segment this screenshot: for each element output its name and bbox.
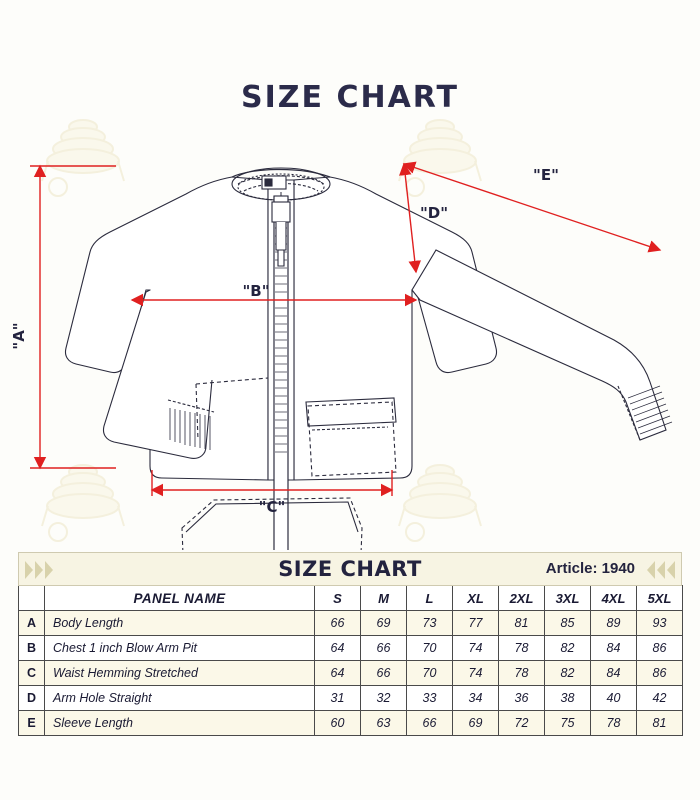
cell-5xl: 86 (637, 661, 683, 686)
cell-2xl: 78 (499, 661, 545, 686)
cell-m: 66 (361, 661, 407, 686)
col-size-l: L (407, 586, 453, 611)
cell-s: 64 (315, 661, 361, 686)
cell-m: 32 (361, 686, 407, 711)
table-row (19, 711, 683, 736)
chevron-right-decor (647, 553, 675, 587)
cell-xl: 74 (453, 636, 499, 661)
cell-l: 66 (407, 711, 453, 736)
cell-5xl: 81 (637, 711, 683, 736)
row-panel-name: Arm Hole Straight (45, 686, 315, 711)
table-row (19, 686, 683, 711)
col-size-s: S (315, 586, 361, 611)
cell-s: 64 (315, 636, 361, 661)
page-title: SIZE CHART (240, 80, 460, 115)
cell-5xl: 86 (637, 636, 683, 661)
col-size-4xl: 4XL (591, 586, 637, 611)
size-table (18, 585, 683, 736)
measure-label-a: "A" (10, 322, 28, 350)
col-size-m: M (361, 586, 407, 611)
size-table-block (18, 552, 682, 736)
cell-m: 66 (361, 636, 407, 661)
col-size-5xl: 5XL (637, 586, 683, 611)
table-row (19, 661, 683, 686)
cell-m: 63 (361, 711, 407, 736)
table-row (19, 636, 683, 661)
row-panel-name: Chest 1 inch Blow Arm Pit (45, 636, 315, 661)
cell-5xl: 42 (637, 686, 683, 711)
row-code: A (19, 611, 45, 636)
cell-4xl: 40 (591, 686, 637, 711)
cell-l: 33 (407, 686, 453, 711)
cell-3xl: 75 (545, 711, 591, 736)
cell-l: 73 (407, 611, 453, 636)
row-code: C (19, 661, 45, 686)
col-size-xl: XL (453, 586, 499, 611)
cell-4xl: 84 (591, 636, 637, 661)
cell-3xl: 82 (545, 661, 591, 686)
table-heading: SIZE CHART (278, 557, 422, 581)
cell-xl: 74 (453, 661, 499, 686)
cell-4xl: 78 (591, 711, 637, 736)
col-size-3xl: 3XL (545, 586, 591, 611)
cell-s: 31 (315, 686, 361, 711)
cell-4xl: 84 (591, 661, 637, 686)
cell-2xl: 78 (499, 636, 545, 661)
table-header-bar (18, 552, 682, 586)
col-code (19, 586, 45, 611)
table-row (19, 611, 683, 636)
measure-label-c: "C" (258, 498, 286, 516)
cell-2xl: 36 (499, 686, 545, 711)
cell-3xl: 82 (545, 636, 591, 661)
chevron-left-decor (25, 553, 53, 587)
row-panel-name: Waist Hemming Stretched (45, 661, 315, 686)
cell-s: 66 (315, 611, 361, 636)
cell-2xl: 81 (499, 611, 545, 636)
jacket-diagram (0, 140, 700, 550)
cell-3xl: 85 (545, 611, 591, 636)
col-panel-name: PANEL NAME (45, 586, 315, 611)
cell-xl: 69 (453, 711, 499, 736)
row-code: B (19, 636, 45, 661)
row-code: E (19, 711, 45, 736)
cell-l: 70 (407, 661, 453, 686)
cell-5xl: 93 (637, 611, 683, 636)
cell-l: 70 (407, 636, 453, 661)
cell-xl: 77 (453, 611, 499, 636)
cell-s: 60 (315, 711, 361, 736)
col-size-2xl: 2XL (499, 586, 545, 611)
measure-label-d: "D" (419, 204, 449, 222)
measure-label-e: "E" (533, 166, 559, 184)
cell-4xl: 89 (591, 611, 637, 636)
cell-m: 69 (361, 611, 407, 636)
cell-2xl: 72 (499, 711, 545, 736)
table-header-row (19, 586, 683, 611)
article-number: Article: 1940 (545, 560, 635, 577)
row-panel-name: Body Length (45, 611, 315, 636)
measure-label-b: "B" (242, 282, 270, 300)
cell-xl: 34 (453, 686, 499, 711)
row-code: D (19, 686, 45, 711)
row-panel-name: Sleeve Length (45, 711, 315, 736)
cell-3xl: 38 (545, 686, 591, 711)
